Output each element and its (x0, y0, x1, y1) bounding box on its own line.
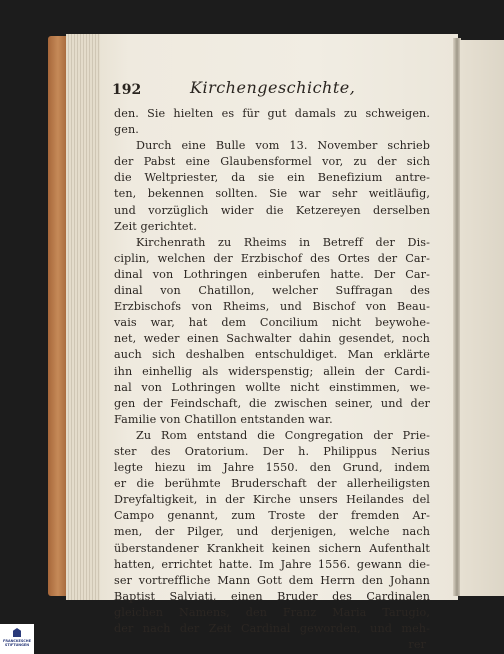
text-line: Dreyfaltigkeit, in der Kirche unsers Heilandes del (114, 493, 430, 507)
text-line: auch sich deshalben entschuldiget. Man erklärte (114, 348, 430, 362)
text-line: Zu Rom entstand die Congregation der Prie- (136, 428, 430, 442)
text-line: gen. (114, 123, 139, 137)
text-line: überstandener Krankheit keinen sichern Aufenthalt (114, 541, 430, 555)
text-line: er die berühmte Bruderschaft der allerheiligsten (114, 477, 430, 491)
text-line: dinal von Chatillon, welcher Suffragan des (114, 284, 430, 298)
text-line: ser vortreffliche Mann Gott dem Herrn den Johann (114, 573, 430, 587)
text-line: gleichen Namens, den Franz Maria Tarugio, (114, 605, 430, 619)
text-line: net, weder einen Sachwalter dahin gesendet, noch (114, 332, 430, 346)
page-header (112, 48, 412, 98)
catchword: rer (408, 638, 426, 652)
text-line: Campo genannt, zum Troste der fremden Ar- (114, 509, 430, 523)
library-logo-text: FRANCKESCHE STIFTUNGEN (3, 639, 31, 647)
text-line: hatten, errichtet hatte. Im Jahre 1556. gewann die- (114, 557, 430, 571)
facing-page-edge (460, 40, 504, 596)
text-line: ster des Oratorium. Der h. Philippus Nerius (114, 444, 430, 458)
text-line: nal von Lothringen wollte nicht einstimmen, we- (114, 380, 430, 394)
text-line: der Pabst eine Glaubensformel vor, zu der sich (114, 155, 430, 169)
page-number: 192 (112, 82, 142, 98)
text-line: ihn einhellig als widerspenstig; allein der Cardi- (114, 364, 430, 378)
text-line: legte hiezu im Jahre 1550. den Grund, indem (114, 461, 430, 475)
text-line: den. Sie hielten es für gut damals zu schweigen. (114, 107, 430, 120)
text-line: der nach der Zeit Cardinal geworden, und meh- (114, 622, 430, 635)
text-line: Kirchenrath zu Rheims in Betreff der Dis- (136, 235, 430, 249)
text-line: ciplin, welchen der Erzbischof des Ortes der Car- (114, 251, 430, 265)
text-line: Baptist Salviati, einen Bruder des Cardinalen (114, 589, 430, 603)
running-title: Kirchengeschichte, (190, 78, 356, 97)
text-line: und vorzüglich wider die Ketzereyen derselben (114, 203, 430, 217)
text-line: Erzbischofs von Rheims, und Bischof von Beau- (114, 300, 430, 314)
page-body (114, 106, 430, 653)
text-line: gen der Feindschaft, die zwischen seiner, und der (114, 396, 430, 410)
library-logo[interactable] (0, 624, 34, 654)
text-line: men, der Pilger, und derjenigen, welche nach (114, 525, 430, 539)
text-line: Durch eine Bulle vom 13. November schrieb (136, 139, 430, 153)
text-line: vais war, hat dem Concilium nicht beywohe- (114, 316, 430, 330)
text-line: Zeit gerichtet. (114, 219, 197, 233)
library-logo-icon (13, 628, 21, 637)
text-line: Familie von Chatillon entstanden war. (114, 412, 333, 426)
text-line: dinal von Lothringen einberufen hatte. Der Car- (114, 267, 430, 281)
page-edges (66, 34, 104, 600)
text-line: die Weltpriester, da sie ein Benefizium antre- (114, 171, 430, 185)
text-line: ten, bekennen sollten. Sie war sehr weitläufig, (114, 187, 430, 201)
